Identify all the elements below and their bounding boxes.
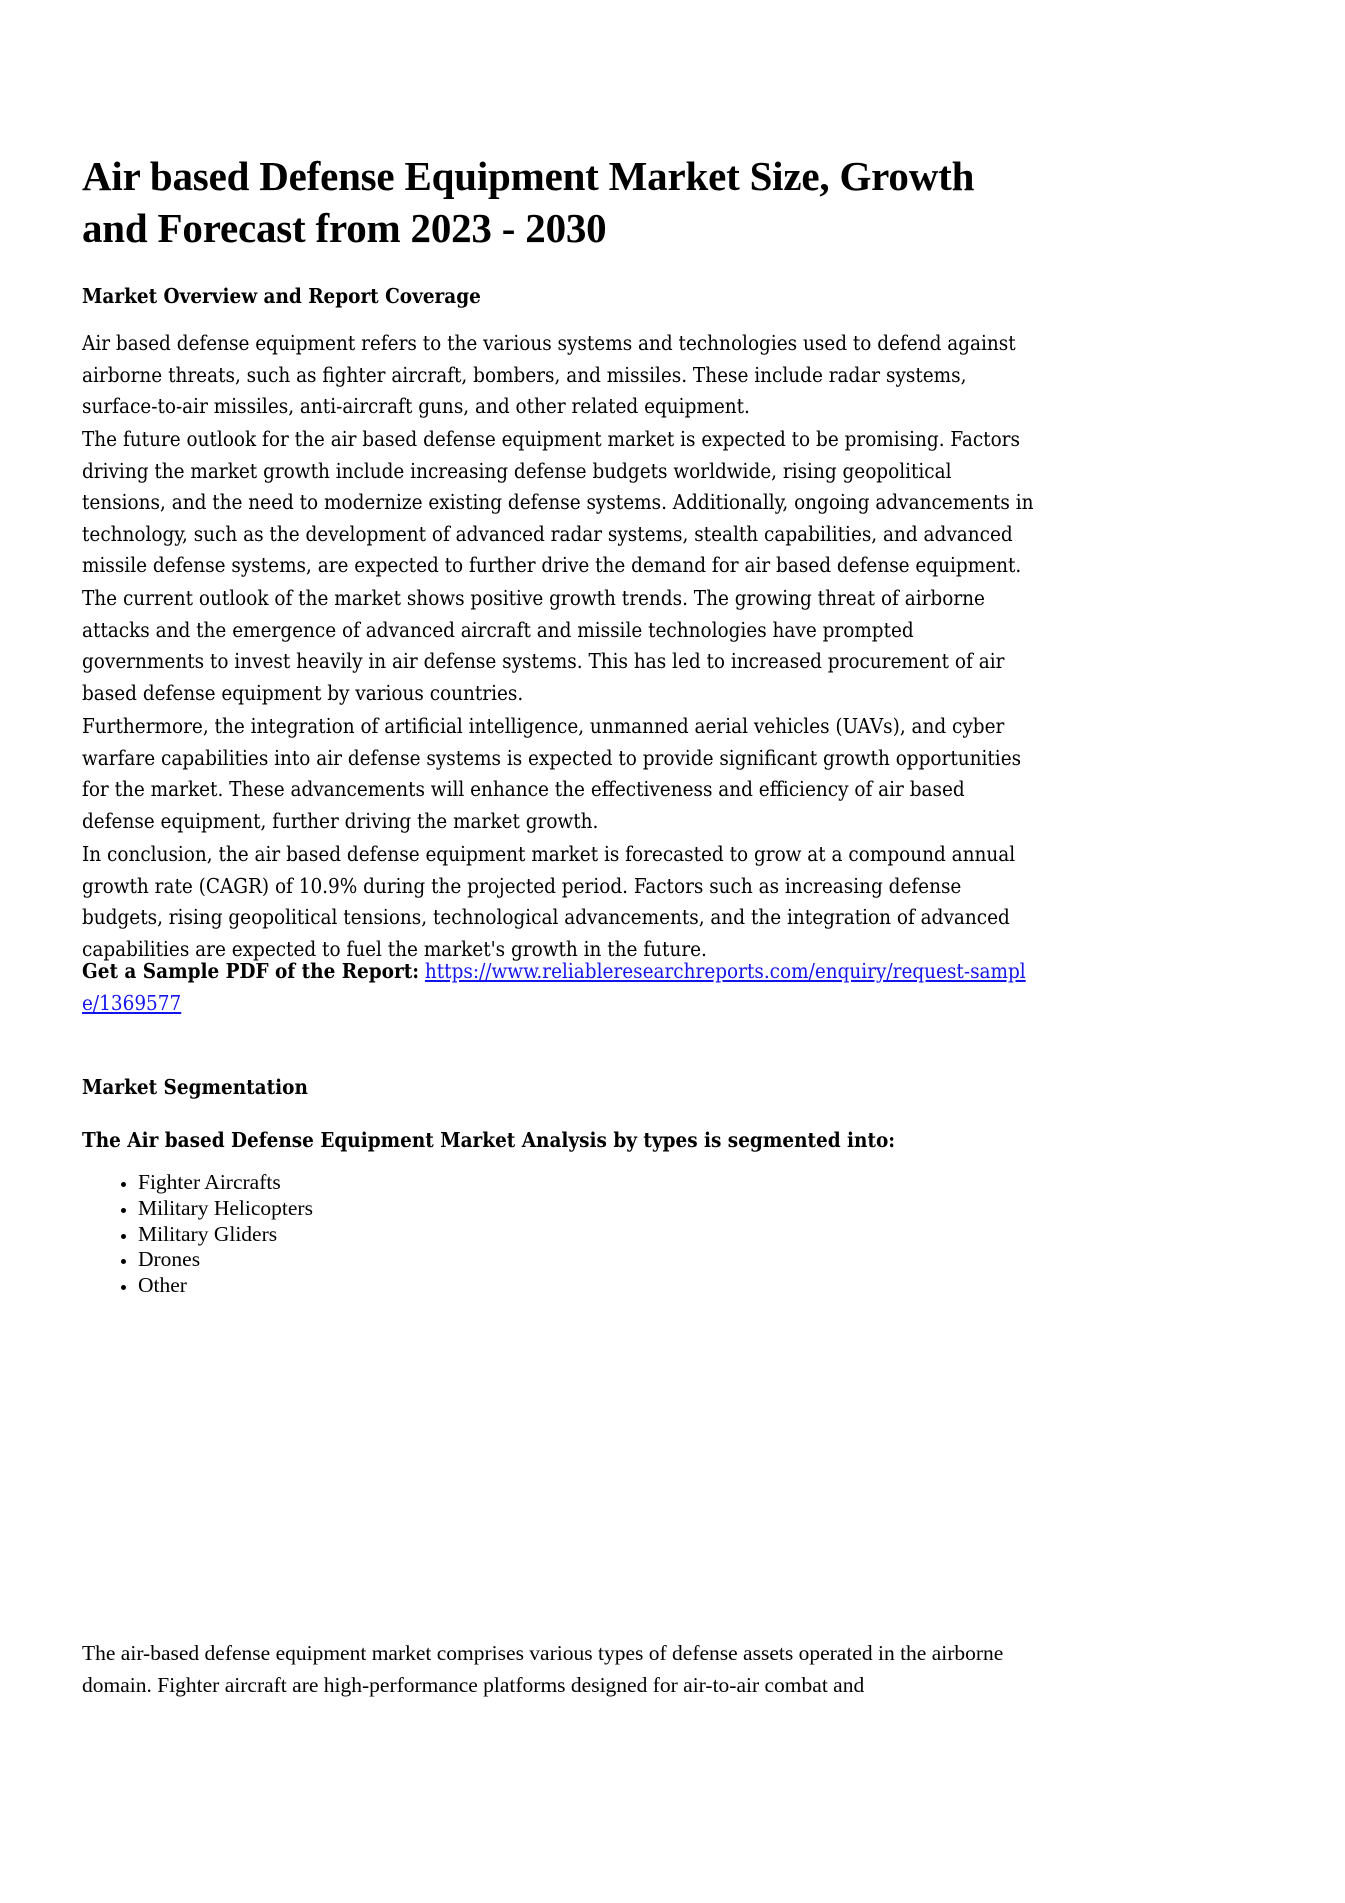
segment-types-list — [82, 1170, 1090, 1299]
section-heading-market-overview: Market Overview and Report Coverage — [82, 284, 481, 308]
section-heading-market-segmentation: Market Segmentation — [82, 1075, 308, 1099]
page-title-text: Air based Defense Equipment Market Size, Growth and Forecast from 2023 - 2030 — [82, 153, 975, 251]
list-item: • Other — [138, 1273, 1090, 1299]
subheading-segmented-by-types: The Air based Defense Equipment Market Analysis by types is segmented into: — [82, 1128, 896, 1152]
sample-pdf-line — [82, 956, 1034, 1019]
list-item: • Fighter Aircrafts — [138, 1170, 1090, 1196]
paragraph-conclusion: In conclusion, the air based defense equipment market is forecasted to grow at a compound annual growth rate (CAGR) of 10.9% during the projected period. Factors such as increasing defense budgets, rising geopolitical tensions, technological advancements, and the integration of advanced capabilities are expected to fuel the market's growth in the future. — [82, 842, 1016, 961]
sample-pdf-label: Get a Sample PDF of the Report: — [82, 959, 420, 983]
paragraph-closing-types-description: The air-based defense equipment market comprises various types of defense assets operated in the airborne domain. Fighter aircraft are high-performance platforms designed for air-to-air combat and — [82, 1641, 1004, 1697]
sample-pdf-link[interactable]: https://www.reliableresearchreports.com/enquiry/request-sample/1369577 — [82, 959, 1026, 1015]
list-item: • Military Gliders — [138, 1222, 1090, 1248]
list-item: • Military Helicopters — [138, 1196, 1090, 1222]
paragraph-overview-definition: Air based defense equipment refers to the various systems and technologies used to defend against airborne threats, such as fighter aircraft, bombers, and missiles. These include radar systems, surface-to-air missiles, anti-aircraft guns, and other related equipment. — [82, 331, 1016, 418]
paragraph-future-outlook: The future outlook for the air based defense equipment market is expected to be promising. Factors driving the market growth include increasing defense budgets worldwide, rising geopolitical tensions, and the need to modernize existing defense systems. Additionally, ongoing advancements in technology, such as the development of advanced radar systems, stealth capabilities, and advanced missile defense systems, are expected to further drive the demand for air based defense equipment. — [82, 427, 1034, 577]
list-item: • Drones — [138, 1247, 1090, 1273]
page-title — [82, 0, 1034, 254]
paragraph-growth-opportunities: Furthermore, the integration of artificial intelligence, unmanned aerial vehicles (UAVs), and cyber warfare capabilities into air defense systems is expected to provide significant growth opportunities for the market. These advancements will enhance the effectiveness and efficiency of air based defense equipment, further driving the market growth. — [82, 714, 1022, 833]
paragraph-current-outlook: The current outlook of the market shows positive growth trends. The growing threat of airborne attacks and the emergence of advanced aircraft and missile technologies have prompted governments to invest heavily in air defense systems. This has led to increased procurement of air based defense equipment by various countries. — [82, 586, 1005, 705]
